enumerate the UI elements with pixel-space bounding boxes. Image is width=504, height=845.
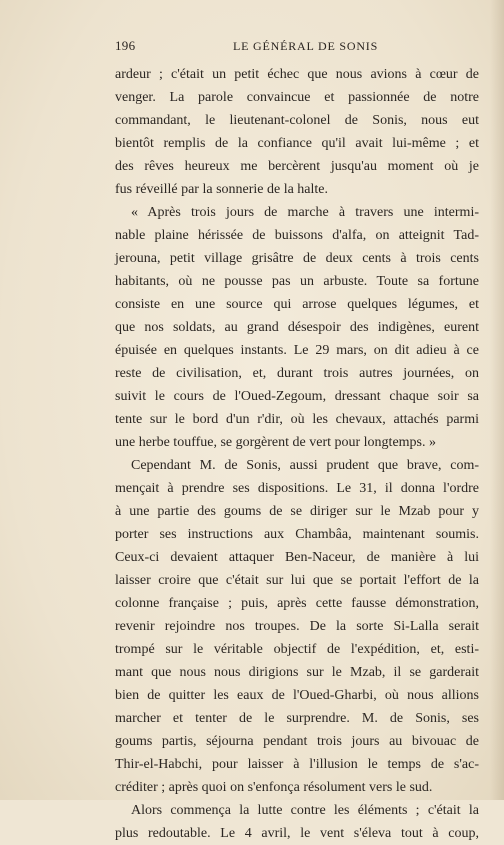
text-line: revenir rejoindre nos troupes. De la sorte Si-Lalla serait [115,619,479,634]
text-line: mençait à prendre ses dispositions. Le 31, il donna l'ordre [115,481,479,496]
text-line: des rêves heureux me bercèrent jusqu'au moment où je [115,159,479,174]
text-line: « Après trois jours de marche à travers une intermi- [131,205,479,220]
text-line: épuisée en quelques instants. Le 29 mars, on dit adieu à ce [115,343,479,358]
text-line: tente sur le bord d'un r'dir, où les chevaux, attachés parmi [115,412,479,427]
text-line: une herbe touffue, se gorgèrent de vert pour longtemps. » [115,435,437,450]
text-line: Ceux-ci devaient attaquer Ben-Naceur, de manière à lui [115,550,479,565]
text-line: Thir-el-Habchi, pour laisser à l'illusion le temps de s'ac- [115,757,479,772]
text-line: plus redoutable. Le 4 avril, le vent s'éleva tout à coup, [115,826,479,841]
text-line: que nos soldats, au grand désespoir des indigènes, eurent [115,320,479,335]
text-line: à une partie des goums de se diriger sur le Mzab pour y [115,504,479,519]
text-line: mant que nous nous dirigions sur le Mzab, il se garderait [115,665,479,680]
text-line: Cependant M. de Sonis, aussi prudent que brave, com- [131,458,479,473]
text-line: habitants, où ne pousse pas un arbuste. Toute sa fortune [115,274,479,289]
text-line: trompé sur le véritable objectif de l'expédition, et, esti- [115,642,479,657]
text-line: bientôt remplis de la confiance qu'il avait lui-même ; et [115,136,479,151]
text-line: suivit le cours de l'Oued-Zegoum, dressant chaque soir sa [115,389,479,404]
text-line: consiste en une source qui arrose quelques légumes, et [115,297,479,312]
text-line: nable plaine hérissée de buissons d'alfa, on atteignit Tad- [115,228,479,243]
running-head: LE GÉNÉRAL DE SONIS [233,39,379,53]
body-text [115,63,479,845]
text-line: jerouna, petit village grisâtre de deux cents à trois cents [115,251,479,266]
text-line: colonne française ; puis, après cette fausse démonstration, [115,596,479,611]
page-number: 196 [115,38,136,53]
text-line: créditer ; après quoi on s'enfonça résolument vers le sud. [115,780,433,795]
text-line: Alors commença la lutte contre les éléments ; c'était la [131,803,479,818]
text-line: ardeur ; c'était un petit échec que nous avions à cœur de [115,67,479,82]
text-line: laisser croire que c'était sur lui que se portait l'effort de la [115,573,479,588]
text-line: goums partis, séjourna pendant trois jours au bivouac de [115,734,479,749]
text-line: reste de civilisation, et, durant trois autres journées, on [115,366,479,381]
text-line: commandant, le lieutenant-colonel de Sonis, nous eut [115,113,479,128]
text-line: porter ses instructions aux Chambâa, maintenant soumis. [115,527,479,542]
page-edge-shadow [490,0,504,800]
page-header [115,38,479,58]
text-line: bien de quitter les eaux de l'Oued-Gharbi, où nous allions [115,688,479,703]
text-line: fus réveillé par la sonnerie de la halte. [115,182,329,197]
text-line: marcher et tenter de le surprendre. M. de Sonis, ses [115,711,479,726]
text-line: venger. La parole convaincue et passionnée de notre [115,90,479,105]
